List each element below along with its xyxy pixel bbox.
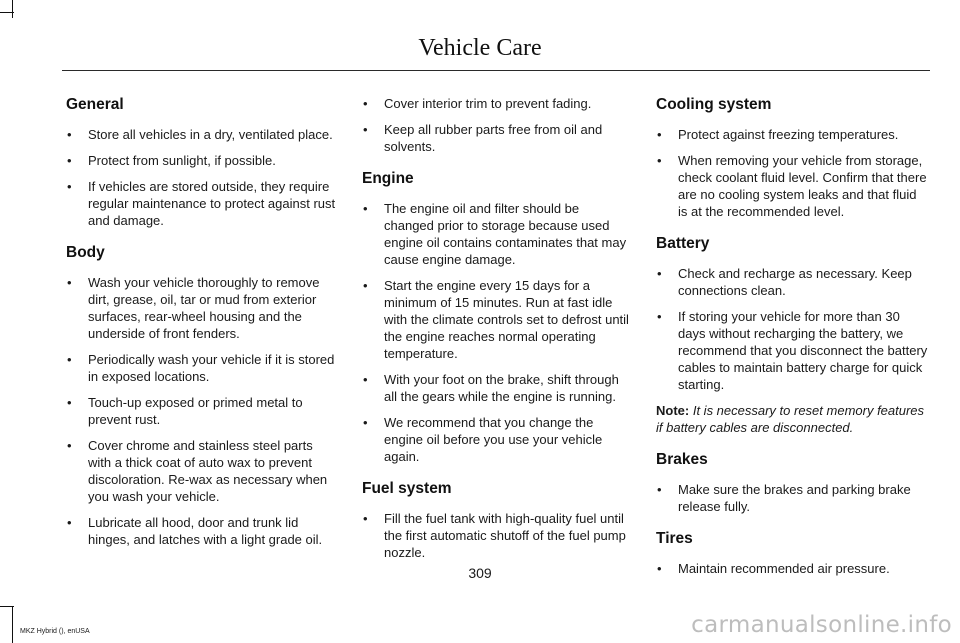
bullet-icon: • [657, 561, 662, 576]
note-text: It is necessary to reset memory features if battery cables are disconnected. [656, 403, 925, 435]
list-item-text: Start the engine every 15 days for a minimum of 15 minutes. Run at fast idle with the climate controls set to defrost until the engine reaches normal operating temperature. [384, 278, 629, 361]
list-item-text: Cover interior trim to prevent fading. [384, 96, 592, 111]
list-item-text: If vehicles are stored outside, they require regular maintenance to protect against rust and damage. [88, 179, 336, 228]
list-item [656, 152, 928, 220]
bullet-list [656, 126, 928, 220]
note-label: Note: [656, 403, 690, 418]
bullet-list [362, 510, 632, 561]
list-item [362, 277, 632, 362]
header-divider [62, 70, 930, 71]
list-item [66, 152, 338, 169]
bullet-icon: • [363, 415, 368, 430]
list-item-text: We recommend that you change the engine oil before you use your vehicle again. [384, 415, 603, 464]
text-column-3 [656, 95, 928, 586]
list-item [66, 394, 338, 428]
list-item-text: Periodically wash your vehicle if it is stored in exposed locations. [88, 352, 335, 384]
bullet-icon: • [67, 179, 72, 194]
bullet-list [656, 265, 928, 393]
list-item [362, 121, 632, 155]
list-item-text: When removing your vehicle from storage, check coolant fluid level. Confirm that there are no cooling system leaks and that fluid is at the recommended level. [678, 153, 927, 219]
list-item-text: Check and recharge as necessary. Keep connections clean. [678, 266, 912, 298]
crop-mark-bottom-horizontal [0, 606, 14, 607]
section-heading: Engine [362, 170, 414, 187]
crop-mark-bottom-vertical [12, 606, 13, 643]
section-heading: Fuel system [362, 480, 452, 497]
bullet-icon: • [657, 309, 662, 324]
section-heading: Brakes [656, 451, 708, 468]
bullet-icon: • [657, 482, 662, 497]
bullet-icon: • [363, 278, 368, 293]
bullet-icon: • [67, 515, 72, 530]
crop-mark-top-horizontal [0, 12, 14, 13]
list-item [656, 308, 928, 393]
section-heading: Battery [656, 235, 710, 252]
list-item-text: Maintain recommended air pressure. [678, 561, 890, 576]
bullet-list [66, 274, 338, 548]
crop-mark-top-vertical [12, 0, 13, 18]
section [656, 450, 928, 515]
bullet-icon: • [67, 275, 72, 290]
list-item [66, 178, 338, 229]
list-item-text: Keep all rubber parts free from oil and solvents. [384, 122, 603, 154]
section [66, 243, 338, 548]
list-item [66, 126, 338, 143]
list-item-text: The engine oil and filter should be changed prior to storage because used engine oil contains contaminates that may cause engine damage. [384, 201, 627, 267]
bullet-icon: • [67, 153, 72, 168]
bullet-list [362, 200, 632, 465]
list-item [362, 371, 632, 405]
list-item-text: Make sure the brakes and parking brake release fully. [678, 482, 911, 514]
section [362, 169, 632, 465]
bullet-icon: • [363, 122, 368, 137]
list-item-text: Protect against freezing temperatures. [678, 127, 899, 142]
bullet-list [362, 95, 632, 155]
bullet-icon: • [363, 372, 368, 387]
list-item-text: Wash your vehicle thoroughly to remove dirt, grease, oil, tar or mud from exterior surfaces, rear-wheel housing and the underside of front fenders. [88, 275, 320, 341]
watermark: carmanualsonline.info [691, 612, 952, 638]
list-item-text: Touch-up exposed or primed metal to prevent rust. [88, 395, 303, 427]
page-title: Vehicle Care [418, 35, 542, 61]
bullet-icon: • [657, 266, 662, 281]
list-item [362, 95, 632, 112]
list-item [656, 126, 928, 143]
list-item [656, 481, 928, 515]
section-heading: Cooling system [656, 96, 772, 113]
bullet-icon: • [67, 438, 72, 453]
bullet-list [66, 126, 338, 229]
list-item [362, 510, 632, 561]
section-heading: Body [66, 244, 105, 261]
text-column-2 [362, 95, 632, 570]
bullet-icon: • [67, 352, 72, 367]
list-item [656, 265, 928, 299]
list-item-text: Protect from sunlight, if possible. [88, 153, 276, 168]
bullet-icon: • [67, 395, 72, 410]
bullet-list [656, 481, 928, 515]
model-footer: MKZ Hybrid (), enUSA [20, 628, 90, 635]
list-item [362, 414, 632, 465]
section-heading: General [66, 96, 124, 113]
list-item-text: Lubricate all hood, door and trunk lid hinges, and latches with a light grade oil. [88, 515, 323, 547]
list-item [66, 351, 338, 385]
bullet-icon: • [67, 127, 72, 142]
bullet-icon: • [657, 153, 662, 168]
bullet-icon: • [363, 201, 368, 216]
list-item-text: If storing your vehicle for more than 30 days without recharging the battery, we recommend that you disconnect the battery cables to maintain battery charge for quick starting. [678, 309, 928, 392]
note [656, 402, 928, 436]
page-number: 309 [468, 565, 492, 581]
bullet-icon: • [657, 127, 662, 142]
list-item-text: With your foot on the brake, shift through all the gears while the engine is running. [384, 372, 619, 404]
list-item-text: Cover chrome and stainless steel parts with a thick coat of auto wax to prevent discoloration. Re-wax as necessary when you wash your vehicle. [88, 438, 328, 504]
section [362, 95, 632, 155]
list-item-text: Fill the fuel tank with high-quality fuel until the first automatic shutoff of the fuel pump nozzle. [384, 511, 626, 560]
list-item-text: Store all vehicles in a dry, ventilated place. [88, 127, 333, 142]
list-item [362, 200, 632, 268]
list-item [66, 514, 338, 548]
bullet-icon: • [363, 96, 368, 111]
list-item [66, 437, 338, 505]
list-item [66, 274, 338, 342]
section [656, 95, 928, 220]
section [66, 95, 338, 229]
text-column-1 [66, 95, 338, 557]
section [362, 479, 632, 561]
section [656, 234, 928, 436]
section-heading: Tires [656, 530, 693, 547]
bullet-icon: • [363, 511, 368, 526]
